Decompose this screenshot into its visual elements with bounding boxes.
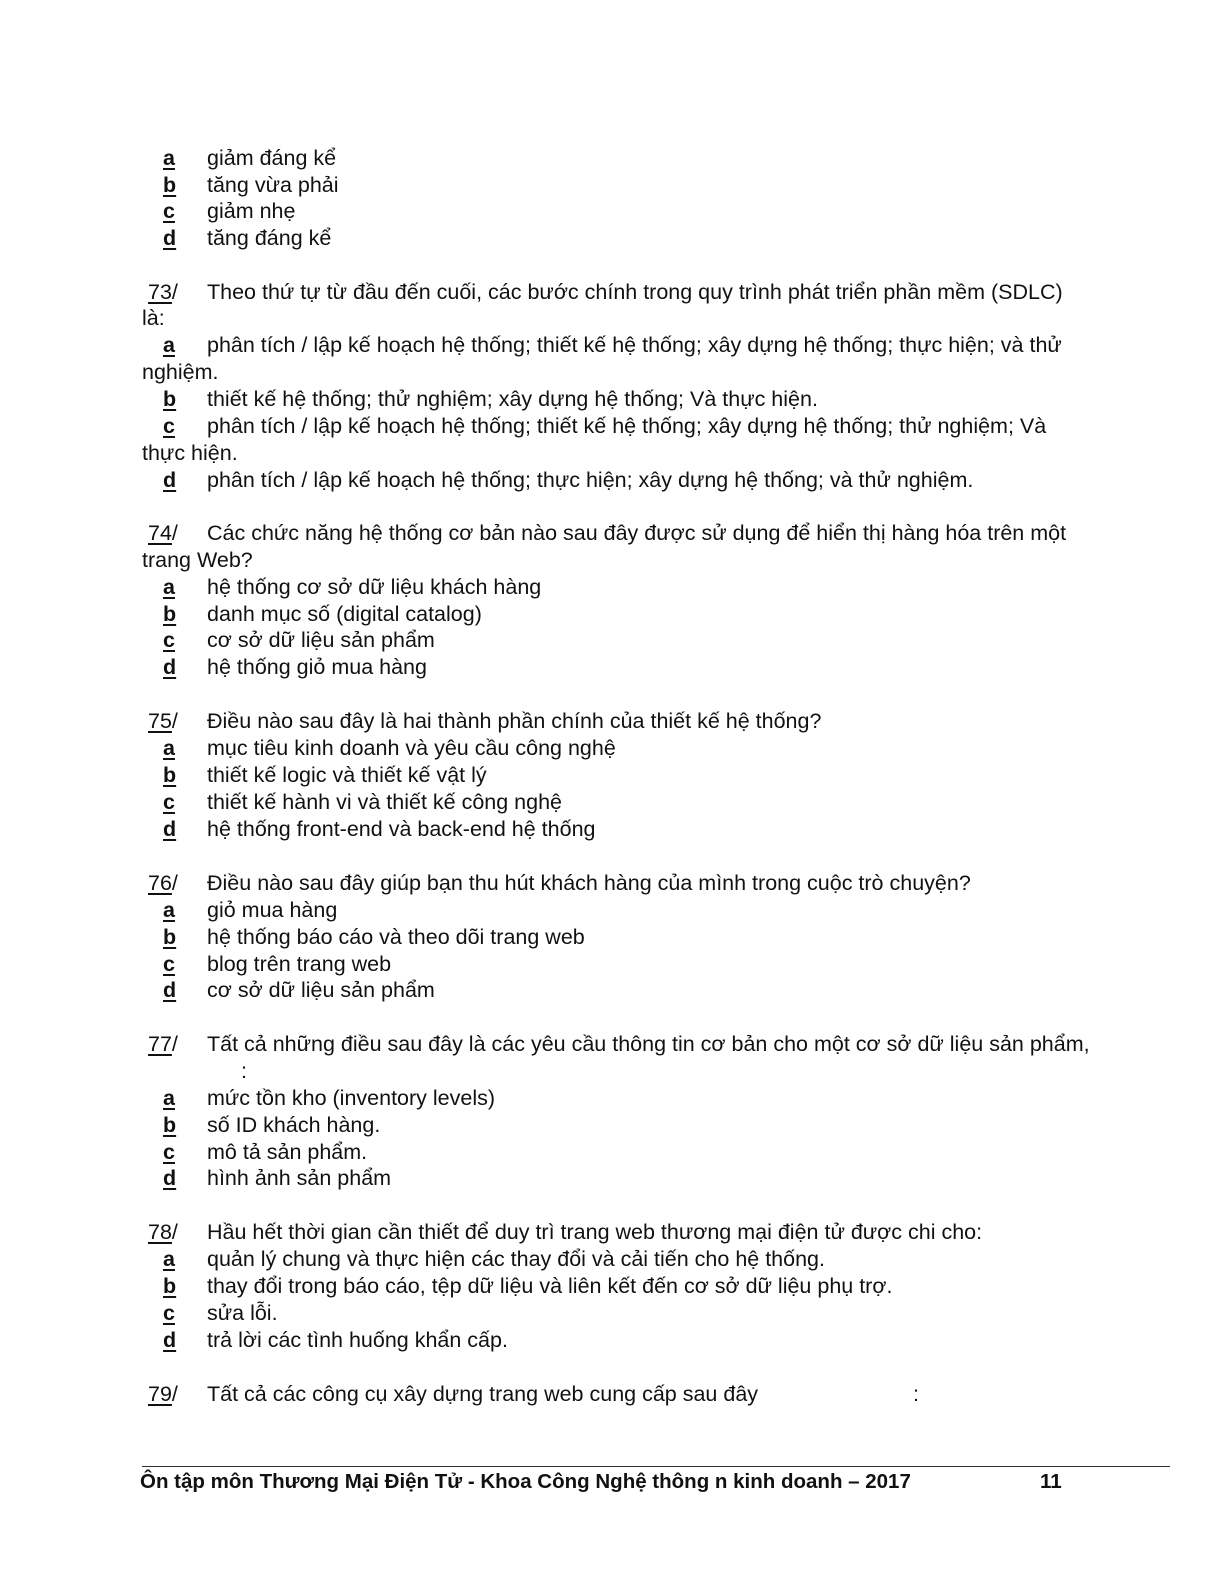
q75-option-a-letter bbox=[163, 735, 175, 761]
q75-question: Điều nào sau đây là hai thành phần chính của thiết kế hệ thống? bbox=[207, 709, 822, 733]
option-letter: b bbox=[163, 1274, 177, 1298]
footer-divider bbox=[142, 1466, 1170, 1467]
option-letter: d bbox=[163, 1328, 177, 1352]
q74-option-d-letter bbox=[163, 654, 176, 680]
question-number: 75 bbox=[148, 709, 172, 733]
q77-option-d-letter bbox=[163, 1165, 176, 1191]
option-letter: b bbox=[163, 387, 177, 411]
q74-option-d-text: hệ thống giỏ mua hàng bbox=[207, 655, 427, 679]
option-letter: c bbox=[163, 952, 175, 976]
q78-option-d-letter bbox=[163, 1327, 176, 1353]
q74-option-c-letter bbox=[163, 627, 175, 653]
option-letter: a bbox=[163, 575, 175, 599]
q79-colon: : bbox=[913, 1382, 919, 1406]
q78-option-a-text: quản lý chung và thực hiện các thay đổi và cải tiến cho hệ thống. bbox=[207, 1247, 825, 1271]
q74-option-a-text: hệ thống cơ sở dữ liệu khách hàng bbox=[207, 575, 542, 599]
option-letter: a bbox=[163, 736, 175, 760]
option-letter: d bbox=[163, 226, 177, 250]
option-letter: d bbox=[163, 1166, 177, 1190]
q73-question-line2: là: bbox=[142, 306, 165, 330]
q72-option-c-text: giảm nhẹ bbox=[207, 199, 296, 223]
q73-option-b-letter bbox=[163, 386, 176, 412]
q78-option-b-text: thay đổi trong báo cáo, tệp dữ liệu và liên kết đến cơ sở dữ liệu phụ trợ. bbox=[207, 1274, 893, 1298]
question-number: 78 bbox=[148, 1220, 172, 1244]
option-letter: c bbox=[163, 790, 175, 814]
q76-option-a-text: giỏ mua hàng bbox=[207, 898, 338, 922]
q73-option-c-letter bbox=[163, 413, 175, 439]
question-number: 79 bbox=[148, 1382, 172, 1406]
q75-option-d-letter bbox=[163, 816, 176, 842]
footer-text: Ôn tập môn Thương Mại Điện Tử - Khoa Công Nghệ thông n kinh doanh – 2017 bbox=[140, 1470, 911, 1493]
q75-option-d-text: hệ thống front-end và back-end hệ thống bbox=[207, 817, 596, 841]
q73-question-line1: Theo thứ tự từ đầu đến cuối, các bước chính trong quy trình phát triển phần mềm (SDLC) bbox=[207, 280, 1063, 304]
q72-option-a-letter bbox=[163, 145, 175, 171]
q78-option-c-text: sửa lỗi. bbox=[207, 1301, 278, 1325]
q73-option-c-text-line2: thực hiện. bbox=[142, 441, 238, 465]
q73-option-a-text-line1: phân tích / lập kế hoạch hệ thống; thiết kế hệ thống; xây dựng hệ thống; thực hiện; và thử bbox=[207, 333, 1062, 357]
page-number: 11 bbox=[1040, 1470, 1062, 1493]
q76-option-c-text: blog trên trang web bbox=[207, 952, 392, 976]
option-letter: a bbox=[163, 1247, 175, 1271]
q75-option-a-text: mục tiêu kinh doanh và yêu cầu công nghệ bbox=[207, 736, 616, 760]
q73-number bbox=[148, 279, 178, 305]
option-letter: a bbox=[163, 1086, 175, 1110]
q76-number bbox=[148, 870, 178, 896]
q79-question: Tất cả các công cụ xây dựng trang web cung cấp sau đây bbox=[207, 1382, 759, 1406]
option-letter: c bbox=[163, 414, 175, 438]
q73-option-d-text: phân tích / lập kế hoạch hệ thống; thực hiện; xây dựng hệ thống; và thử nghiệm. bbox=[207, 468, 974, 492]
q79-number bbox=[148, 1381, 178, 1407]
q78-option-b-letter bbox=[163, 1273, 176, 1299]
q77-option-b-letter bbox=[163, 1112, 176, 1138]
q72-option-a-text: giảm đáng kể bbox=[207, 146, 337, 170]
q77-option-c-text: mô tả sản phẩm. bbox=[207, 1140, 368, 1164]
q76-option-c-letter bbox=[163, 951, 175, 977]
option-letter: d bbox=[163, 468, 177, 492]
q74-question-line2: trang Web? bbox=[142, 548, 253, 572]
q77-option-b-text: số ID khách hàng. bbox=[207, 1113, 381, 1137]
option-letter: d bbox=[163, 817, 177, 841]
q76-option-b-text: hệ thống báo cáo và theo dõi trang web bbox=[207, 925, 585, 949]
q74-question-line1: Các chức năng hệ thống cơ bản nào sau đây được sử dụng để hiển thị hàng hóa trên một bbox=[207, 521, 1067, 545]
q73-option-a-letter bbox=[163, 332, 175, 358]
q77-question-line2: : bbox=[241, 1059, 247, 1083]
question-number: 77 bbox=[148, 1032, 172, 1056]
q72-option-d-letter bbox=[163, 225, 176, 251]
question-slash: / bbox=[171, 521, 178, 545]
q78-number bbox=[148, 1219, 178, 1245]
q77-question-line1: Tất cả những điều sau đây là các yêu cầu thông tin cơ bản cho một cơ sở dữ liệu sản phẩm, bbox=[207, 1032, 1090, 1056]
q76-question: Điều nào sau đây giúp bạn thu hút khách hàng của mình trong cuộc trò chuyện? bbox=[207, 871, 971, 895]
q78-option-c-letter bbox=[163, 1300, 175, 1326]
q77-option-c-letter bbox=[163, 1139, 175, 1165]
q72-option-c-letter bbox=[163, 198, 175, 224]
option-letter: a bbox=[163, 333, 175, 357]
q76-option-d-letter bbox=[163, 977, 176, 1003]
q73-option-d-letter bbox=[163, 467, 176, 493]
q78-option-a-letter bbox=[163, 1246, 175, 1272]
option-letter: b bbox=[163, 602, 177, 626]
q74-option-a-letter bbox=[163, 574, 175, 600]
option-letter: c bbox=[163, 1301, 175, 1325]
q76-option-a-letter bbox=[163, 897, 175, 923]
q74-number bbox=[148, 520, 178, 546]
q77-number bbox=[148, 1031, 178, 1057]
option-letter: b bbox=[163, 1113, 177, 1137]
question-slash: / bbox=[171, 1220, 178, 1244]
question-number: 76 bbox=[148, 871, 172, 895]
question-slash: / bbox=[171, 1382, 178, 1406]
option-letter: d bbox=[163, 978, 177, 1002]
q78-option-d-text: trả lời các tình huống khẩn cấp. bbox=[207, 1328, 508, 1352]
q77-option-a-letter bbox=[163, 1085, 175, 1111]
option-letter: c bbox=[163, 628, 175, 652]
q75-option-c-letter bbox=[163, 789, 175, 815]
q75-number bbox=[148, 708, 178, 734]
option-letter: b bbox=[163, 925, 177, 949]
q77-option-d-text: hình ảnh sản phẩm bbox=[207, 1166, 392, 1190]
q75-option-b-letter bbox=[163, 762, 176, 788]
q76-option-d-text: cơ sở dữ liệu sản phẩm bbox=[207, 978, 435, 1002]
question-number: 73 bbox=[148, 280, 172, 304]
option-letter: c bbox=[163, 199, 175, 223]
option-letter: a bbox=[163, 898, 175, 922]
q77-option-a-text: mức tồn kho (inventory levels) bbox=[207, 1086, 496, 1110]
option-letter: c bbox=[163, 1140, 175, 1164]
q78-question: Hầu hết thời gian cần thiết để duy trì trang web thương mại điện tử được chi cho: bbox=[207, 1220, 983, 1244]
q73-option-a-text-line2: nghiệm. bbox=[142, 360, 219, 384]
option-letter: d bbox=[163, 655, 177, 679]
q74-option-b-letter bbox=[163, 601, 176, 627]
q73-option-b-text: thiết kế hệ thống; thử nghiệm; xây dựng hệ thống; Và thực hiện. bbox=[207, 387, 818, 411]
option-letter: b bbox=[163, 173, 177, 197]
q72-option-b-letter bbox=[163, 172, 176, 198]
option-letter: b bbox=[163, 763, 177, 787]
q75-option-c-text: thiết kế hành vi và thiết kế công nghệ bbox=[207, 790, 562, 814]
q74-option-c-text: cơ sở dữ liệu sản phẩm bbox=[207, 628, 435, 652]
q74-option-b-text: danh mục số (digital catalog) bbox=[207, 602, 482, 626]
q72-option-b-text: tăng vừa phải bbox=[207, 173, 339, 197]
question-slash: / bbox=[171, 280, 178, 304]
question-slash: / bbox=[171, 871, 178, 895]
q75-option-b-text: thiết kế logic và thiết kế vật lý bbox=[207, 763, 487, 787]
question-slash: / bbox=[171, 1032, 178, 1056]
question-number: 74 bbox=[148, 521, 172, 545]
q72-option-d-text: tăng đáng kể bbox=[207, 226, 332, 250]
q76-option-b-letter bbox=[163, 924, 176, 950]
q73-option-c-text-line1: phân tích / lập kế hoạch hệ thống; thiết kế hệ thống; xây dựng hệ thống; thử nghiệm; Và bbox=[207, 414, 1047, 438]
question-slash: / bbox=[171, 709, 178, 733]
option-letter: a bbox=[163, 146, 175, 170]
